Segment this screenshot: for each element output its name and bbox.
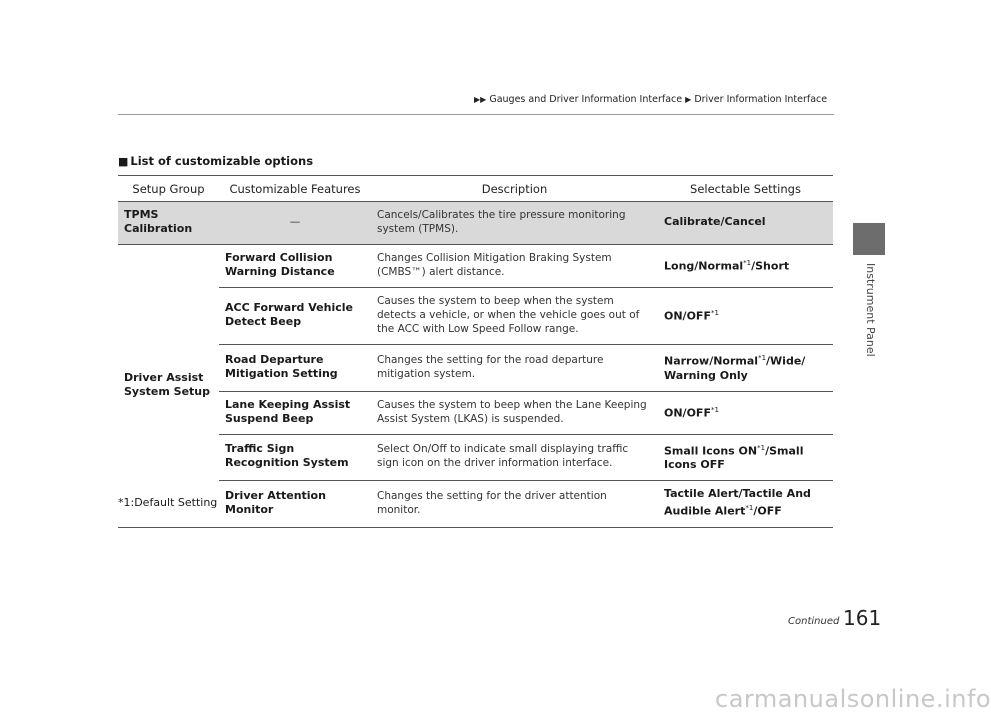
description-cell: Changes Collision Mitigation Braking System (CMBS™) alert distance. [371, 245, 658, 288]
continued-label: Continued [788, 616, 840, 627]
table-row [118, 481, 833, 528]
table-row [118, 288, 833, 345]
header-selectable-settings: Selectable Settings [658, 176, 833, 202]
header-description: Description [371, 176, 658, 202]
table-row [118, 345, 833, 392]
description-cell: Causes the system to beep when the system detects a vehicle, or when the vehicle goes out of the ACC with Low Speed Follow range. [371, 288, 658, 345]
breadcrumb-part-2: Driver Information Interface [694, 94, 828, 105]
description-cell: Select On/Off to indicate small displaying traffic sign icon on the driver information interface. [371, 434, 658, 481]
section-title-text: List of customizable options [130, 154, 314, 168]
footnote: *1:Default Setting [118, 496, 218, 509]
tpms-feature-cell: — [219, 202, 371, 245]
settings-cell: Tactile Alert/Tactile And Audible Alert$^{*1}$/OFF [658, 481, 833, 528]
table-row-tpms [118, 202, 833, 245]
settings-cell: ON/OFF$^{*1}$ [658, 391, 833, 434]
settings-cell: ON/OFF$^{*1}$ [658, 288, 833, 345]
table-row [118, 245, 833, 288]
settings-cell: Long/Normal$^{*1}$/Short [658, 245, 833, 288]
section-tab-marker [853, 223, 885, 255]
tpms-description-cell: Cancels/Calibrates the tire pressure monitoring system (TPMS). [371, 202, 658, 245]
watermark: carmanualsonline.info [715, 685, 991, 713]
header-divider [118, 114, 834, 115]
table-row [118, 434, 833, 481]
page-number: 161 [843, 606, 882, 630]
description-cell: Changes the setting for the driver attention monitor. [371, 481, 658, 528]
description-cell: Causes the system to beep when the Lane Keeping Assist System (LKAS) is suspended. [371, 391, 658, 434]
header-customizable-features: Customizable Features [219, 176, 371, 202]
feature-cell: Traffic Sign Recognition System [219, 434, 371, 481]
settings-cell: Small Icons ON$^{*1}$/Small Icons OFF [658, 434, 833, 481]
arrow-icon: ▶ [685, 95, 692, 104]
breadcrumb-part-1: Gauges and Driver Information Interface [489, 94, 683, 105]
header-setup-group: Setup Group [118, 176, 219, 202]
square-bullet-icon: ■ [118, 155, 129, 168]
side-section-label-text: Instrument Panel [864, 263, 877, 357]
double-arrow-icon: ▶▶ [474, 95, 487, 104]
settings-cell: Narrow/Normal$^{*1}$/Wide/ Warning Only [658, 345, 833, 392]
breadcrumb [474, 94, 827, 105]
customizable-options-table [118, 175, 833, 528]
table-header-row [118, 176, 833, 202]
description-cell: Changes the setting for the road departure mitigation system. [371, 345, 658, 392]
table-row [118, 391, 833, 434]
feature-cell: Forward Collision Warning Distance [219, 245, 371, 288]
driver-assist-group-cell: Driver Assist System Setup [118, 245, 219, 528]
feature-cell: Driver Attention Monitor [219, 481, 371, 528]
tpms-group-cell: TPMS Calibration [118, 202, 219, 245]
feature-cell: ACC Forward Vehicle Detect Beep [219, 288, 371, 345]
tpms-settings-cell: Calibrate/Cancel [658, 202, 833, 245]
feature-cell: Road Departure Mitigation Setting [219, 345, 371, 392]
feature-cell: Lane Keeping Assist Suspend Beep [219, 391, 371, 434]
section-title [118, 154, 313, 168]
side-section-label [861, 263, 879, 373]
